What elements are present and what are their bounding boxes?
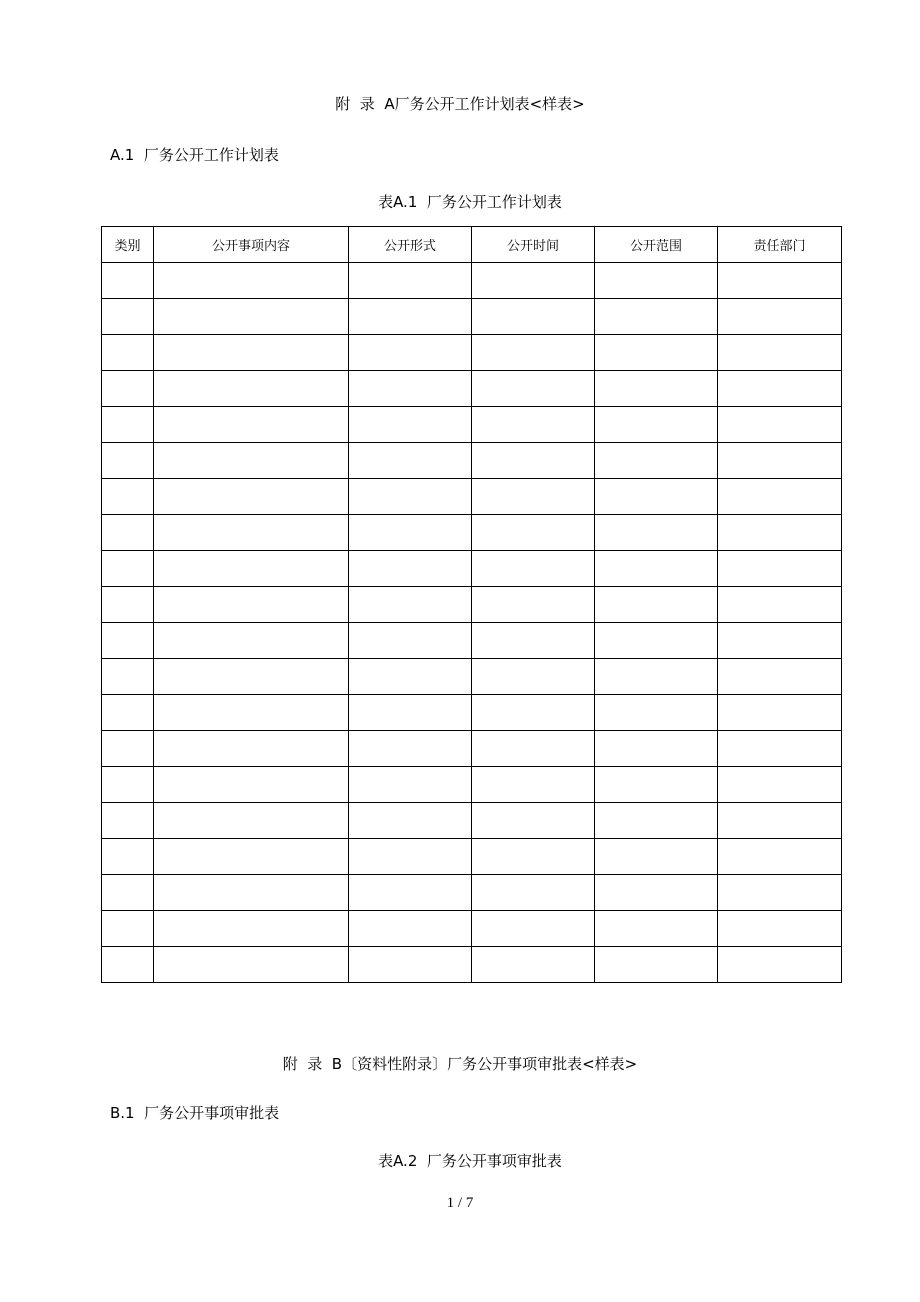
- table-cell: [595, 659, 718, 695]
- table-cell: [718, 371, 842, 407]
- work-plan-table: [101, 226, 842, 983]
- table-cell: [718, 767, 842, 803]
- table-row: [102, 515, 842, 551]
- section-b1-heading: B.1 厂务公开事项审批表: [110, 1104, 280, 1122]
- table-cell: [154, 263, 349, 299]
- table-cell: [102, 299, 154, 335]
- table-cell: [349, 731, 472, 767]
- table-cell: [472, 407, 595, 443]
- table-cell: [595, 911, 718, 947]
- table-cell: [102, 659, 154, 695]
- table-cell: [718, 443, 842, 479]
- table-cell: [472, 695, 595, 731]
- table-cell: [472, 371, 595, 407]
- table-row: [102, 587, 842, 623]
- table-cell: [595, 443, 718, 479]
- table-cell: [595, 623, 718, 659]
- table-cell: [595, 515, 718, 551]
- table-cell: [102, 623, 154, 659]
- table-cell: [102, 479, 154, 515]
- table-cell: [154, 443, 349, 479]
- table-row: [102, 839, 842, 875]
- table-cell: [102, 695, 154, 731]
- table-cell: [102, 767, 154, 803]
- table-header-row: [102, 227, 842, 263]
- header-time: 公开时间: [472, 227, 595, 263]
- table-cell: [718, 587, 842, 623]
- table-cell: [472, 803, 595, 839]
- table-cell: [595, 731, 718, 767]
- table-cell: [718, 695, 842, 731]
- header-department: 责任部门: [718, 227, 842, 263]
- table-cell: [349, 911, 472, 947]
- table-cell: [718, 875, 842, 911]
- table-cell: [718, 335, 842, 371]
- table-cell: [349, 299, 472, 335]
- table-cell: [718, 803, 842, 839]
- table-row: [102, 443, 842, 479]
- table-cell: [349, 551, 472, 587]
- table-cell: [349, 407, 472, 443]
- table-row: [102, 695, 842, 731]
- appendix-a-title: 附 录 A厂务公开工作计划表<样表>: [335, 95, 585, 113]
- header-form: 公开形式: [349, 227, 472, 263]
- table-cell: [102, 839, 154, 875]
- table-cell: [595, 875, 718, 911]
- table-cell: [718, 659, 842, 695]
- table-cell: [154, 587, 349, 623]
- table-cell: [472, 335, 595, 371]
- table-cell: [154, 479, 349, 515]
- table-cell: [349, 587, 472, 623]
- table-cell: [595, 335, 718, 371]
- table-cell: [472, 731, 595, 767]
- table-cell: [349, 443, 472, 479]
- table-cell: [472, 587, 595, 623]
- table-cell: [349, 695, 472, 731]
- table-cell: [154, 407, 349, 443]
- table-cell: [718, 731, 842, 767]
- table-cell: [102, 551, 154, 587]
- table-cell: [472, 659, 595, 695]
- table-cell: [595, 767, 718, 803]
- table-cell: [472, 551, 595, 587]
- table-cell: [718, 911, 842, 947]
- header-content: 公开事项内容: [154, 227, 349, 263]
- table-row: [102, 371, 842, 407]
- table-cell: [154, 767, 349, 803]
- table-row: [102, 731, 842, 767]
- table-cell: [472, 443, 595, 479]
- table-row: [102, 803, 842, 839]
- table-cell: [595, 839, 718, 875]
- table-row: [102, 335, 842, 371]
- table-cell: [154, 911, 349, 947]
- table-row: [102, 407, 842, 443]
- table-cell: [718, 947, 842, 983]
- table-cell: [349, 875, 472, 911]
- header-scope: 公开范围: [595, 227, 718, 263]
- table-cell: [102, 911, 154, 947]
- table-cell: [718, 515, 842, 551]
- table-cell: [472, 515, 595, 551]
- table-row: [102, 479, 842, 515]
- table-row: [102, 551, 842, 587]
- table-cell: [718, 263, 842, 299]
- table-cell: [595, 263, 718, 299]
- table-cell: [718, 299, 842, 335]
- table-a1-caption: 表A.1 厂务公开工作计划表: [378, 193, 562, 211]
- table-cell: [349, 371, 472, 407]
- table-cell: [154, 839, 349, 875]
- table-cell: [154, 515, 349, 551]
- header-category: 类别: [102, 227, 154, 263]
- table-a2-caption: 表A.2 厂务公开事项审批表: [378, 1152, 562, 1170]
- table-cell: [154, 803, 349, 839]
- table-cell: [154, 875, 349, 911]
- table-cell: [349, 515, 472, 551]
- table-cell: [349, 767, 472, 803]
- table-cell: [102, 587, 154, 623]
- table-cell: [349, 479, 472, 515]
- table-cell: [102, 335, 154, 371]
- table-cell: [154, 695, 349, 731]
- table-cell: [349, 839, 472, 875]
- table-cell: [595, 371, 718, 407]
- table-cell: [472, 623, 595, 659]
- section-a1-heading: A.1 厂务公开工作计划表: [110, 146, 279, 164]
- table-cell: [102, 731, 154, 767]
- page-number: 1 / 7: [446, 1195, 474, 1211]
- table-cell: [102, 443, 154, 479]
- table-cell: [154, 335, 349, 371]
- table-cell: [718, 551, 842, 587]
- table-cell: [595, 695, 718, 731]
- table-cell: [349, 623, 472, 659]
- table-cell: [472, 479, 595, 515]
- table-cell: [349, 335, 472, 371]
- table-row: [102, 659, 842, 695]
- table-row: [102, 767, 842, 803]
- table-cell: [349, 659, 472, 695]
- table-cell: [718, 407, 842, 443]
- table-cell: [718, 623, 842, 659]
- table-cell: [595, 803, 718, 839]
- table-cell: [154, 623, 349, 659]
- table-cell: [472, 911, 595, 947]
- table-cell: [154, 371, 349, 407]
- table-row: [102, 875, 842, 911]
- table-cell: [472, 947, 595, 983]
- table-cell: [102, 947, 154, 983]
- table-cell: [472, 299, 595, 335]
- table-cell: [718, 479, 842, 515]
- table-row: [102, 947, 842, 983]
- table-cell: [595, 551, 718, 587]
- table-cell: [472, 263, 595, 299]
- table-cell: [595, 587, 718, 623]
- table-cell: [472, 839, 595, 875]
- table-cell: [595, 479, 718, 515]
- table-cell: [595, 947, 718, 983]
- table-cell: [718, 839, 842, 875]
- table-cell: [102, 263, 154, 299]
- table-cell: [349, 803, 472, 839]
- table-cell: [154, 659, 349, 695]
- table-cell: [154, 299, 349, 335]
- table-cell: [349, 947, 472, 983]
- table-row: [102, 911, 842, 947]
- table-cell: [102, 803, 154, 839]
- appendix-b-title: 附 录 B〔资料性附录〕厂务公开事项审批表<样表>: [282, 1055, 638, 1073]
- table-row: [102, 299, 842, 335]
- table-cell: [154, 947, 349, 983]
- table-row: [102, 623, 842, 659]
- table-cell: [595, 407, 718, 443]
- table-row: [102, 263, 842, 299]
- table-cell: [472, 767, 595, 803]
- table-cell: [102, 875, 154, 911]
- table-cell: [349, 263, 472, 299]
- table-cell: [595, 299, 718, 335]
- table-cell: [472, 875, 595, 911]
- table-body: [102, 263, 842, 983]
- table-cell: [154, 731, 349, 767]
- table-cell: [102, 407, 154, 443]
- table-cell: [102, 515, 154, 551]
- table-cell: [102, 371, 154, 407]
- table-cell: [154, 551, 349, 587]
